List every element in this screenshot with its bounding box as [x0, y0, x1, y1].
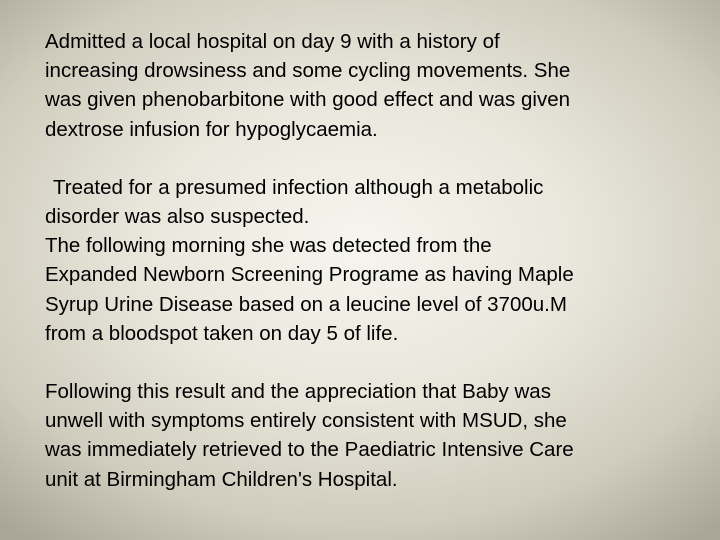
paragraph-retrieval — [45, 377, 705, 494]
text-line: Treated for a presumed infection although a metabolic — [53, 175, 544, 199]
text-line: unit at Birmingham Children's Hospital. — [45, 467, 398, 491]
paragraph-treatment — [45, 173, 705, 348]
text-line: Expanded Newborn Screening Programe as having Maple — [45, 263, 574, 287]
slide-body — [45, 27, 705, 494]
text-line: increasing drowsiness and some cycling movements. She — [45, 59, 571, 83]
paragraph-admission — [45, 27, 705, 144]
text-line: was immediately retrieved to the Paediatric Intensive Care — [45, 438, 574, 462]
text-line: Syrup Urine Disease based on a leucine level of 3700u.M — [45, 292, 567, 316]
text-line: disorder was also suspected. — [45, 205, 310, 229]
text-line: unwell with symptoms entirely consistent with MSUD, she — [45, 409, 567, 433]
text-line: was given phenobarbitone with good effect and was given — [45, 88, 571, 112]
text-line: Following this result and the appreciation that Baby was — [45, 380, 551, 404]
text-line: The following morning she was detected from the — [45, 234, 492, 258]
text-line: from a bloodspot taken on day 5 of life. — [45, 321, 399, 345]
text-line: Admitted a local hospital on day 9 with a history of — [45, 30, 500, 53]
text-line: dextrose infusion for hypoglycaemia. — [45, 117, 378, 141]
